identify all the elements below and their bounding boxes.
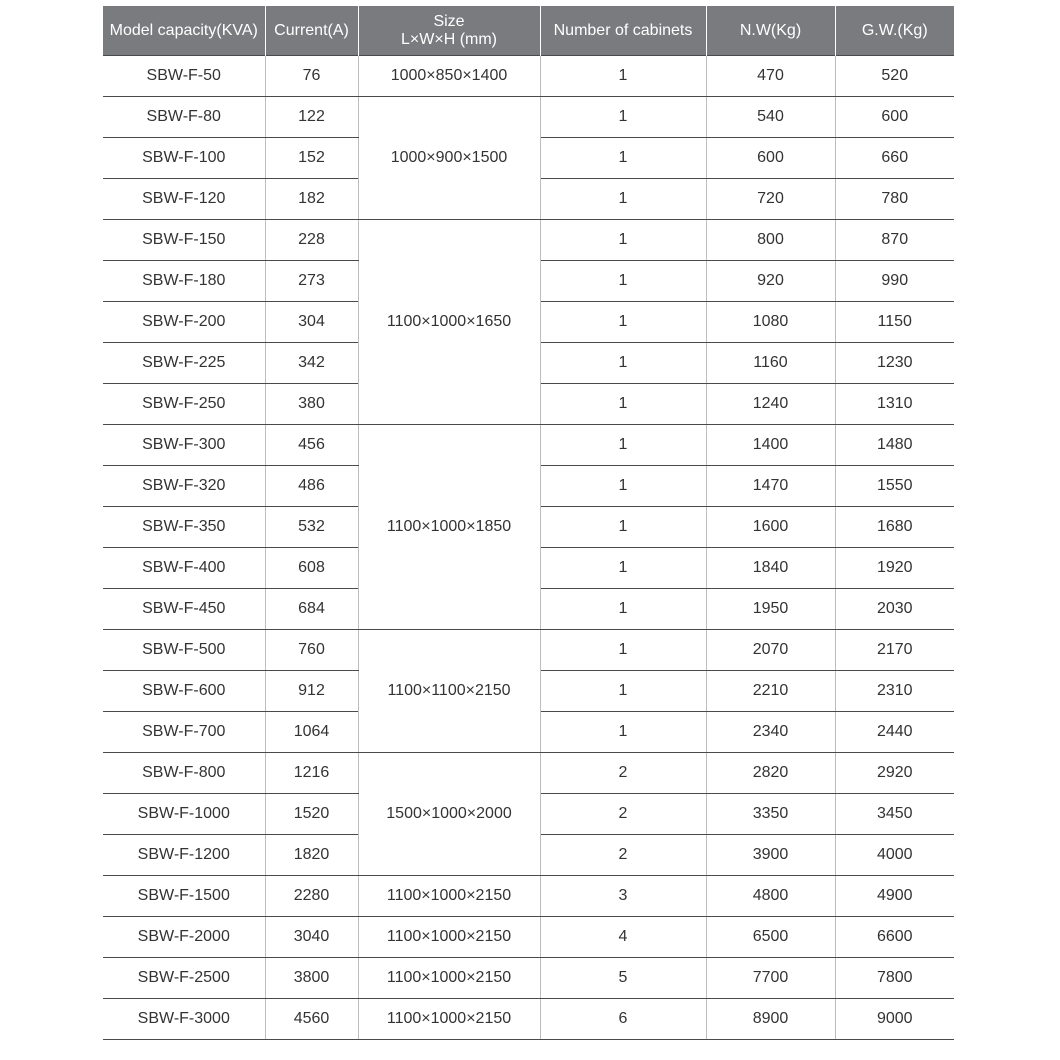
cell-current: 380 <box>265 384 358 425</box>
specification-table <box>103 6 954 1040</box>
cell-gross-weight: 780 <box>835 179 954 220</box>
cell-gross-weight: 1550 <box>835 466 954 507</box>
cell-current: 1520 <box>265 794 358 835</box>
cell-current: 76 <box>265 56 358 97</box>
cell-gross-weight: 4000 <box>835 835 954 876</box>
cell-model: SBW-F-200 <box>103 302 265 343</box>
table-row <box>103 999 954 1040</box>
cell-model: SBW-F-1200 <box>103 835 265 876</box>
cell-current: 182 <box>265 179 358 220</box>
cell-net-weight: 3900 <box>706 835 835 876</box>
cell-net-weight: 1240 <box>706 384 835 425</box>
cell-model: SBW-F-700 <box>103 712 265 753</box>
cell-cabinets: 1 <box>540 712 706 753</box>
cell-model: SBW-F-3000 <box>103 999 265 1040</box>
cell-net-weight: 600 <box>706 138 835 179</box>
cell-current: 304 <box>265 302 358 343</box>
cell-net-weight: 2340 <box>706 712 835 753</box>
cell-cabinets: 4 <box>540 917 706 958</box>
cell-model: SBW-F-320 <box>103 466 265 507</box>
cell-cabinets: 3 <box>540 876 706 917</box>
cell-net-weight: 1160 <box>706 343 835 384</box>
cell-gross-weight: 520 <box>835 56 954 97</box>
cell-net-weight: 470 <box>706 56 835 97</box>
cell-size: 1100×1100×2150 <box>358 630 540 753</box>
cell-net-weight: 720 <box>706 179 835 220</box>
cell-cabinets: 2 <box>540 835 706 876</box>
cell-net-weight: 1600 <box>706 507 835 548</box>
header-row <box>103 6 954 56</box>
cell-current: 486 <box>265 466 358 507</box>
cell-gross-weight: 2030 <box>835 589 954 630</box>
cell-model: SBW-F-100 <box>103 138 265 179</box>
cell-net-weight: 2210 <box>706 671 835 712</box>
cell-cabinets: 5 <box>540 958 706 999</box>
cell-current: 760 <box>265 630 358 671</box>
cell-gross-weight: 1150 <box>835 302 954 343</box>
cell-gross-weight: 990 <box>835 261 954 302</box>
cell-net-weight: 4800 <box>706 876 835 917</box>
cell-cabinets: 6 <box>540 999 706 1040</box>
cell-gross-weight: 660 <box>835 138 954 179</box>
header-size-title: Size <box>433 12 465 30</box>
cell-cabinets: 1 <box>540 589 706 630</box>
cell-model: SBW-F-180 <box>103 261 265 302</box>
cell-net-weight: 920 <box>706 261 835 302</box>
header-gross-weight: G.W.(Kg) <box>835 6 954 56</box>
cell-cabinets: 1 <box>540 302 706 343</box>
table-row <box>103 876 954 917</box>
cell-cabinets: 1 <box>540 425 706 466</box>
cell-cabinets: 1 <box>540 384 706 425</box>
cell-model: SBW-F-2000 <box>103 917 265 958</box>
cell-current: 608 <box>265 548 358 589</box>
cell-cabinets: 1 <box>540 466 706 507</box>
cell-gross-weight: 2310 <box>835 671 954 712</box>
cell-current: 3800 <box>265 958 358 999</box>
table-row <box>103 220 954 261</box>
cell-gross-weight: 6600 <box>835 917 954 958</box>
cell-model: SBW-F-500 <box>103 630 265 671</box>
cell-current: 342 <box>265 343 358 384</box>
cell-net-weight: 1840 <box>706 548 835 589</box>
cell-net-weight: 1950 <box>706 589 835 630</box>
cell-gross-weight: 3450 <box>835 794 954 835</box>
cell-model: SBW-F-80 <box>103 97 265 138</box>
cell-cabinets: 1 <box>540 671 706 712</box>
cell-gross-weight: 2920 <box>835 753 954 794</box>
header-number-of-cabinets: Number of cabinets <box>540 6 706 56</box>
cell-gross-weight: 1310 <box>835 384 954 425</box>
cell-gross-weight: 1480 <box>835 425 954 466</box>
header-net-weight: N.W(Kg) <box>706 6 835 56</box>
cell-gross-weight: 7800 <box>835 958 954 999</box>
cell-net-weight: 1400 <box>706 425 835 466</box>
cell-current: 2280 <box>265 876 358 917</box>
cell-current: 3040 <box>265 917 358 958</box>
cell-gross-weight: 2440 <box>835 712 954 753</box>
cell-model: SBW-F-1000 <box>103 794 265 835</box>
cell-net-weight: 3350 <box>706 794 835 835</box>
cell-net-weight: 6500 <box>706 917 835 958</box>
cell-size: 1100×1000×1650 <box>358 220 540 425</box>
cell-net-weight: 2820 <box>706 753 835 794</box>
cell-model: SBW-F-150 <box>103 220 265 261</box>
table-row <box>103 97 954 138</box>
cell-cabinets: 1 <box>540 343 706 384</box>
header-size <box>358 6 540 56</box>
cell-size: 1100×1000×2150 <box>358 999 540 1040</box>
cell-model: SBW-F-450 <box>103 589 265 630</box>
cell-model: SBW-F-50 <box>103 56 265 97</box>
cell-current: 4560 <box>265 999 358 1040</box>
cell-size: 1100×1000×1850 <box>358 425 540 630</box>
cell-cabinets: 1 <box>540 548 706 589</box>
cell-current: 456 <box>265 425 358 466</box>
cell-cabinets: 2 <box>540 794 706 835</box>
cell-gross-weight: 1230 <box>835 343 954 384</box>
cell-current: 152 <box>265 138 358 179</box>
cell-gross-weight: 9000 <box>835 999 954 1040</box>
cell-net-weight: 2070 <box>706 630 835 671</box>
cell-current: 1820 <box>265 835 358 876</box>
cell-net-weight: 7700 <box>706 958 835 999</box>
cell-size: 1500×1000×2000 <box>358 753 540 876</box>
cell-model: SBW-F-350 <box>103 507 265 548</box>
cell-net-weight: 1080 <box>706 302 835 343</box>
cell-model: SBW-F-400 <box>103 548 265 589</box>
cell-current: 684 <box>265 589 358 630</box>
cell-size: 1100×1000×2150 <box>358 876 540 917</box>
cell-net-weight: 1470 <box>706 466 835 507</box>
cell-gross-weight: 4900 <box>835 876 954 917</box>
header-model-capacity: Model capacity(KVA) <box>103 6 265 56</box>
cell-current: 1216 <box>265 753 358 794</box>
cell-cabinets: 1 <box>540 97 706 138</box>
table-row <box>103 425 954 466</box>
cell-cabinets: 1 <box>540 507 706 548</box>
cell-size: 1000×850×1400 <box>358 56 540 97</box>
cell-current: 273 <box>265 261 358 302</box>
cell-current: 912 <box>265 671 358 712</box>
table-row <box>103 630 954 671</box>
cell-model: SBW-F-600 <box>103 671 265 712</box>
cell-size: 1100×1000×2150 <box>358 917 540 958</box>
cell-model: SBW-F-800 <box>103 753 265 794</box>
cell-model: SBW-F-300 <box>103 425 265 466</box>
cell-model: SBW-F-250 <box>103 384 265 425</box>
header-current: Current(A) <box>265 6 358 56</box>
cell-cabinets: 1 <box>540 220 706 261</box>
cell-size: 1000×900×1500 <box>358 97 540 220</box>
cell-gross-weight: 1680 <box>835 507 954 548</box>
table-row <box>103 958 954 999</box>
header-size-unit: L×W×H (mm) <box>401 30 497 48</box>
cell-cabinets: 1 <box>540 630 706 671</box>
cell-model: SBW-F-2500 <box>103 958 265 999</box>
cell-current: 228 <box>265 220 358 261</box>
cell-current: 532 <box>265 507 358 548</box>
cell-model: SBW-F-120 <box>103 179 265 220</box>
cell-gross-weight: 600 <box>835 97 954 138</box>
cell-model: SBW-F-225 <box>103 343 265 384</box>
table-body <box>103 56 954 1040</box>
cell-cabinets: 1 <box>540 56 706 97</box>
table-row <box>103 917 954 958</box>
cell-current: 1064 <box>265 712 358 753</box>
table-row <box>103 56 954 97</box>
cell-net-weight: 8900 <box>706 999 835 1040</box>
table-row <box>103 753 954 794</box>
cell-gross-weight: 870 <box>835 220 954 261</box>
cell-size: 1100×1000×2150 <box>358 958 540 999</box>
cell-model: SBW-F-1500 <box>103 876 265 917</box>
cell-cabinets: 1 <box>540 179 706 220</box>
cell-cabinets: 2 <box>540 753 706 794</box>
cell-current: 122 <box>265 97 358 138</box>
cell-net-weight: 540 <box>706 97 835 138</box>
cell-gross-weight: 1920 <box>835 548 954 589</box>
cell-cabinets: 1 <box>540 261 706 302</box>
cell-gross-weight: 2170 <box>835 630 954 671</box>
cell-cabinets: 1 <box>540 138 706 179</box>
cell-net-weight: 800 <box>706 220 835 261</box>
